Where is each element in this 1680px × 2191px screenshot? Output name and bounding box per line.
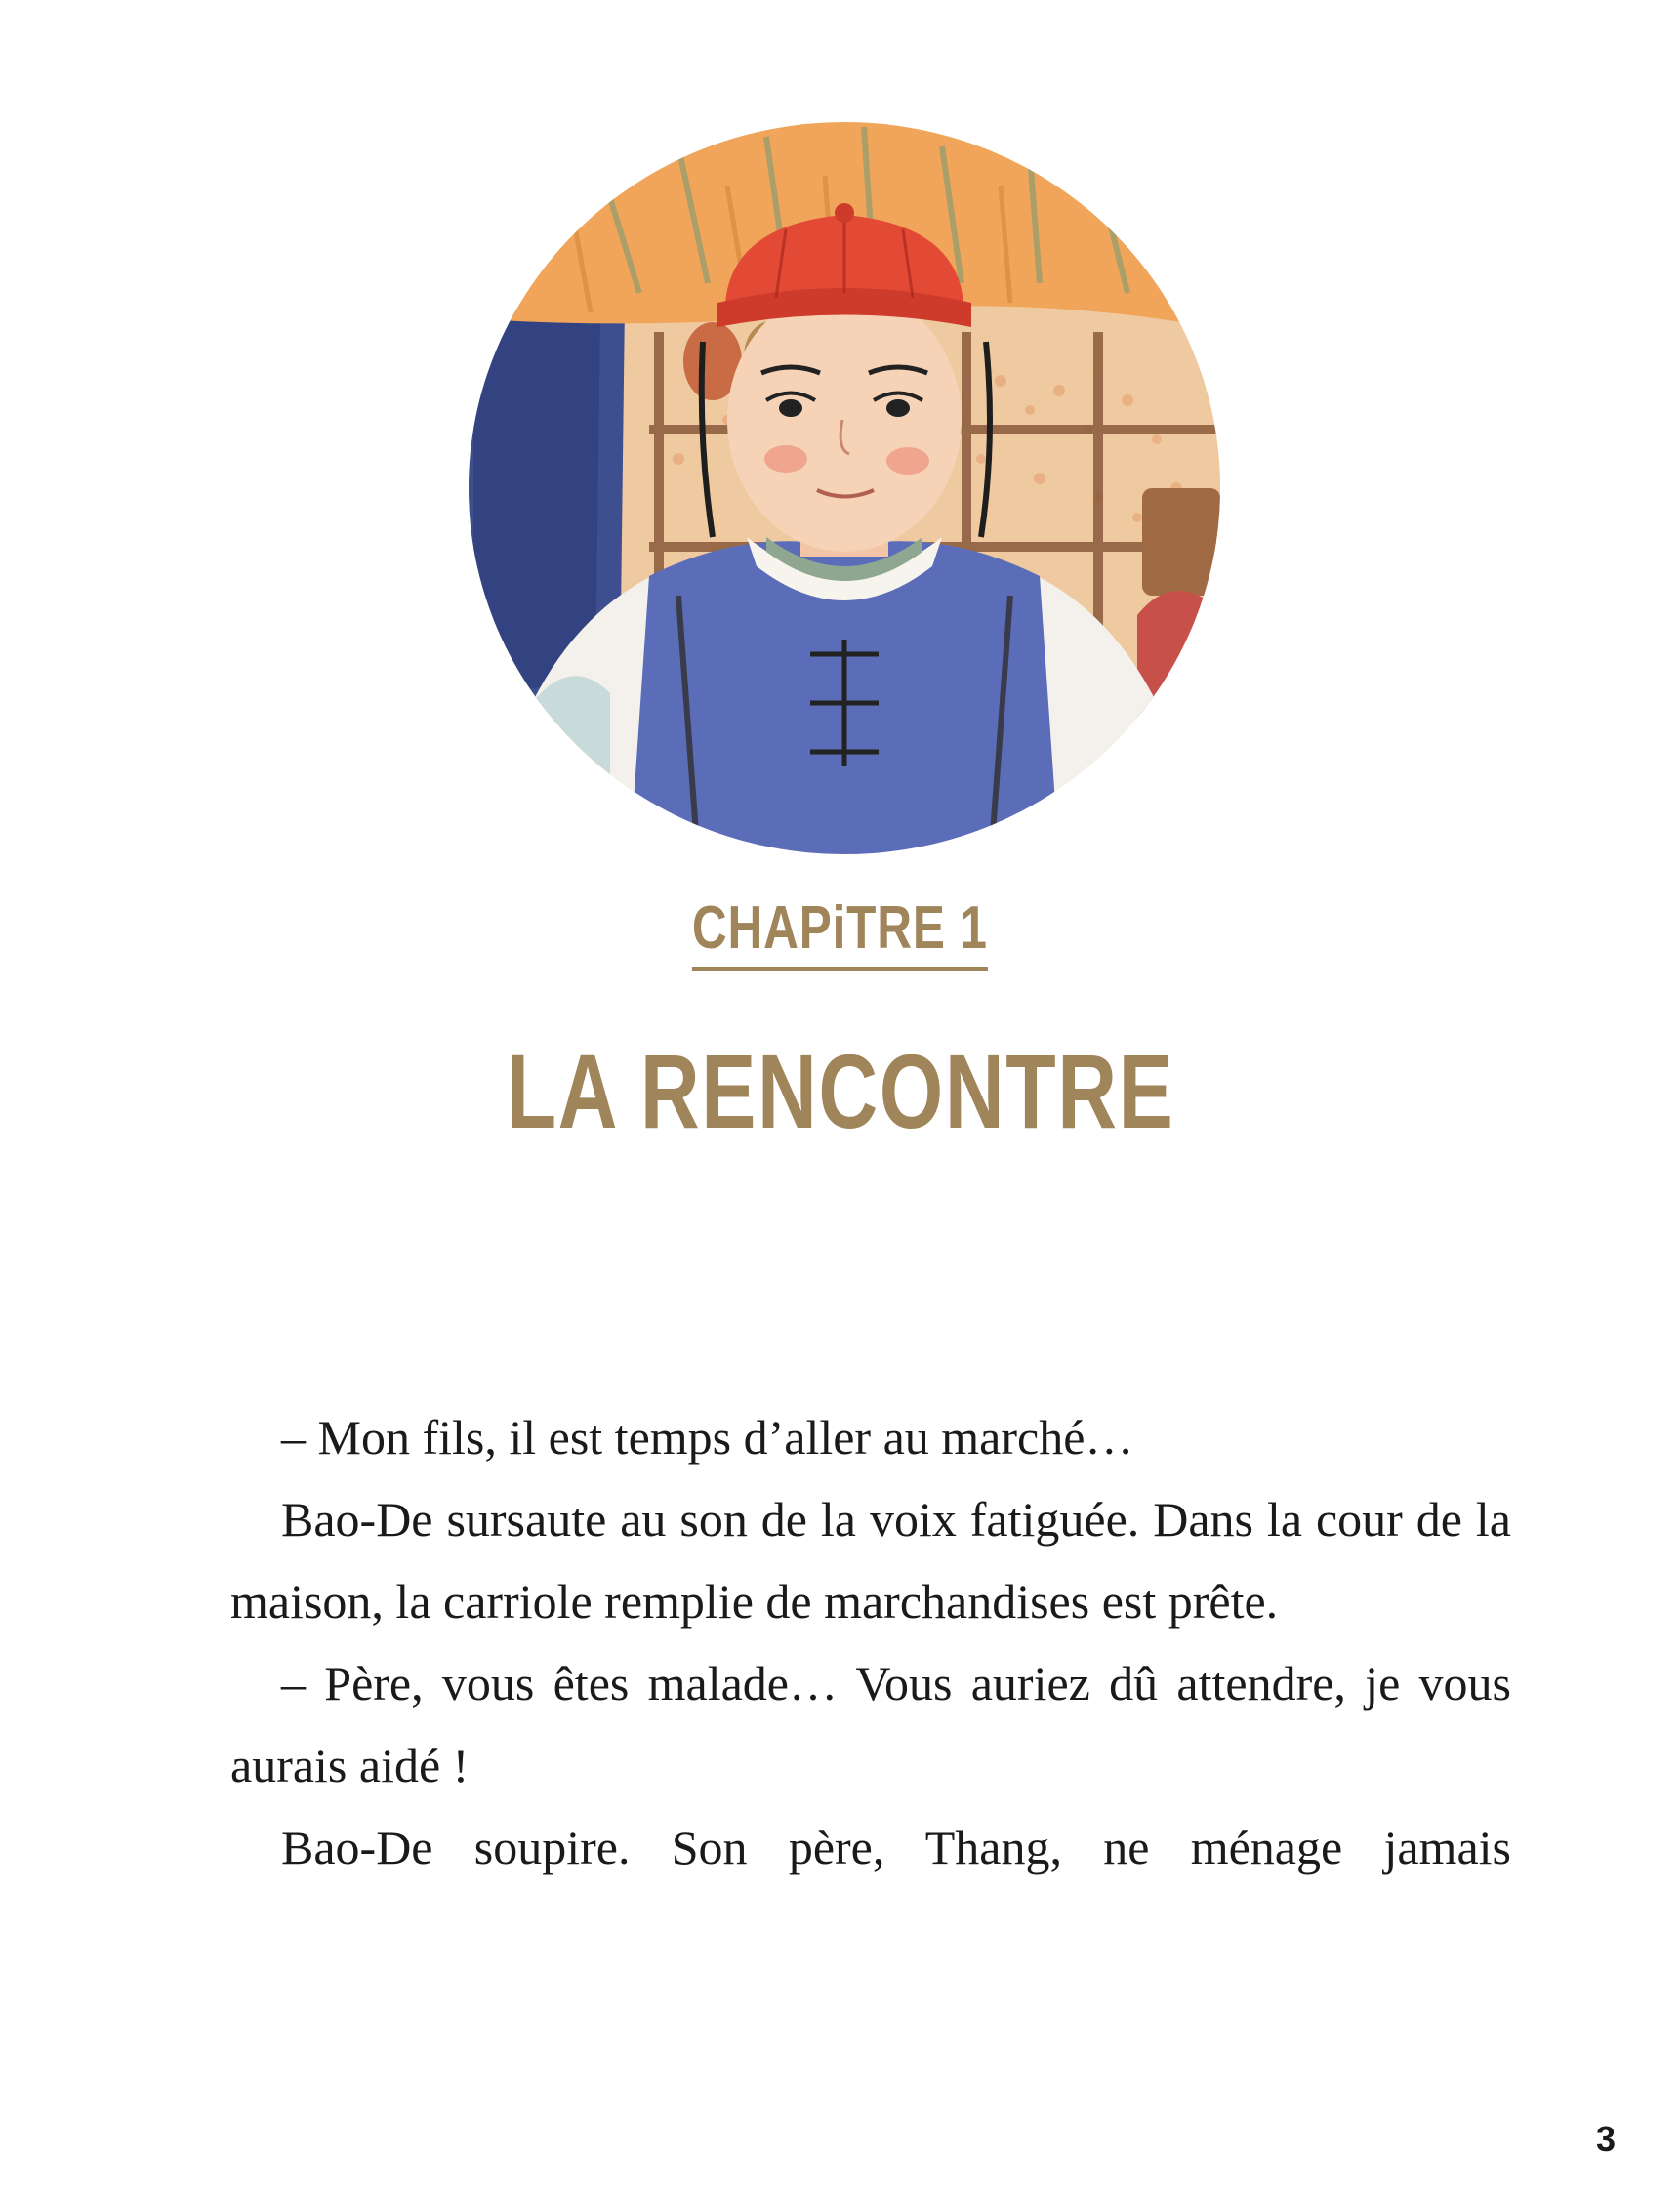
- paragraph: Bao-De sursaute au son de la voix fatiguée. Dans la cour de la maison, la carriole remplie de marchandises est prête.: [230, 1492, 1511, 1629]
- paragraph: – Père, vous êtes malade… Vous auriez dû attendre, je vous aurais aidé !: [230, 1656, 1511, 1793]
- paragraph: – Mon fils, il est temps d’aller au marché…: [281, 1410, 1134, 1465]
- chapter-label: CHAPiTRE 1: [0, 893, 1680, 971]
- chapter-title: LA RENCONTRE: [506, 1032, 1174, 1150]
- story-text: [230, 1396, 1511, 1888]
- chapter-illustration: [454, 107, 1235, 859]
- paragraph: Bao-De soupire. Son père, Thang, ne ménage jamais: [281, 1820, 1511, 1875]
- page-number: 3: [1595, 2119, 1616, 2159]
